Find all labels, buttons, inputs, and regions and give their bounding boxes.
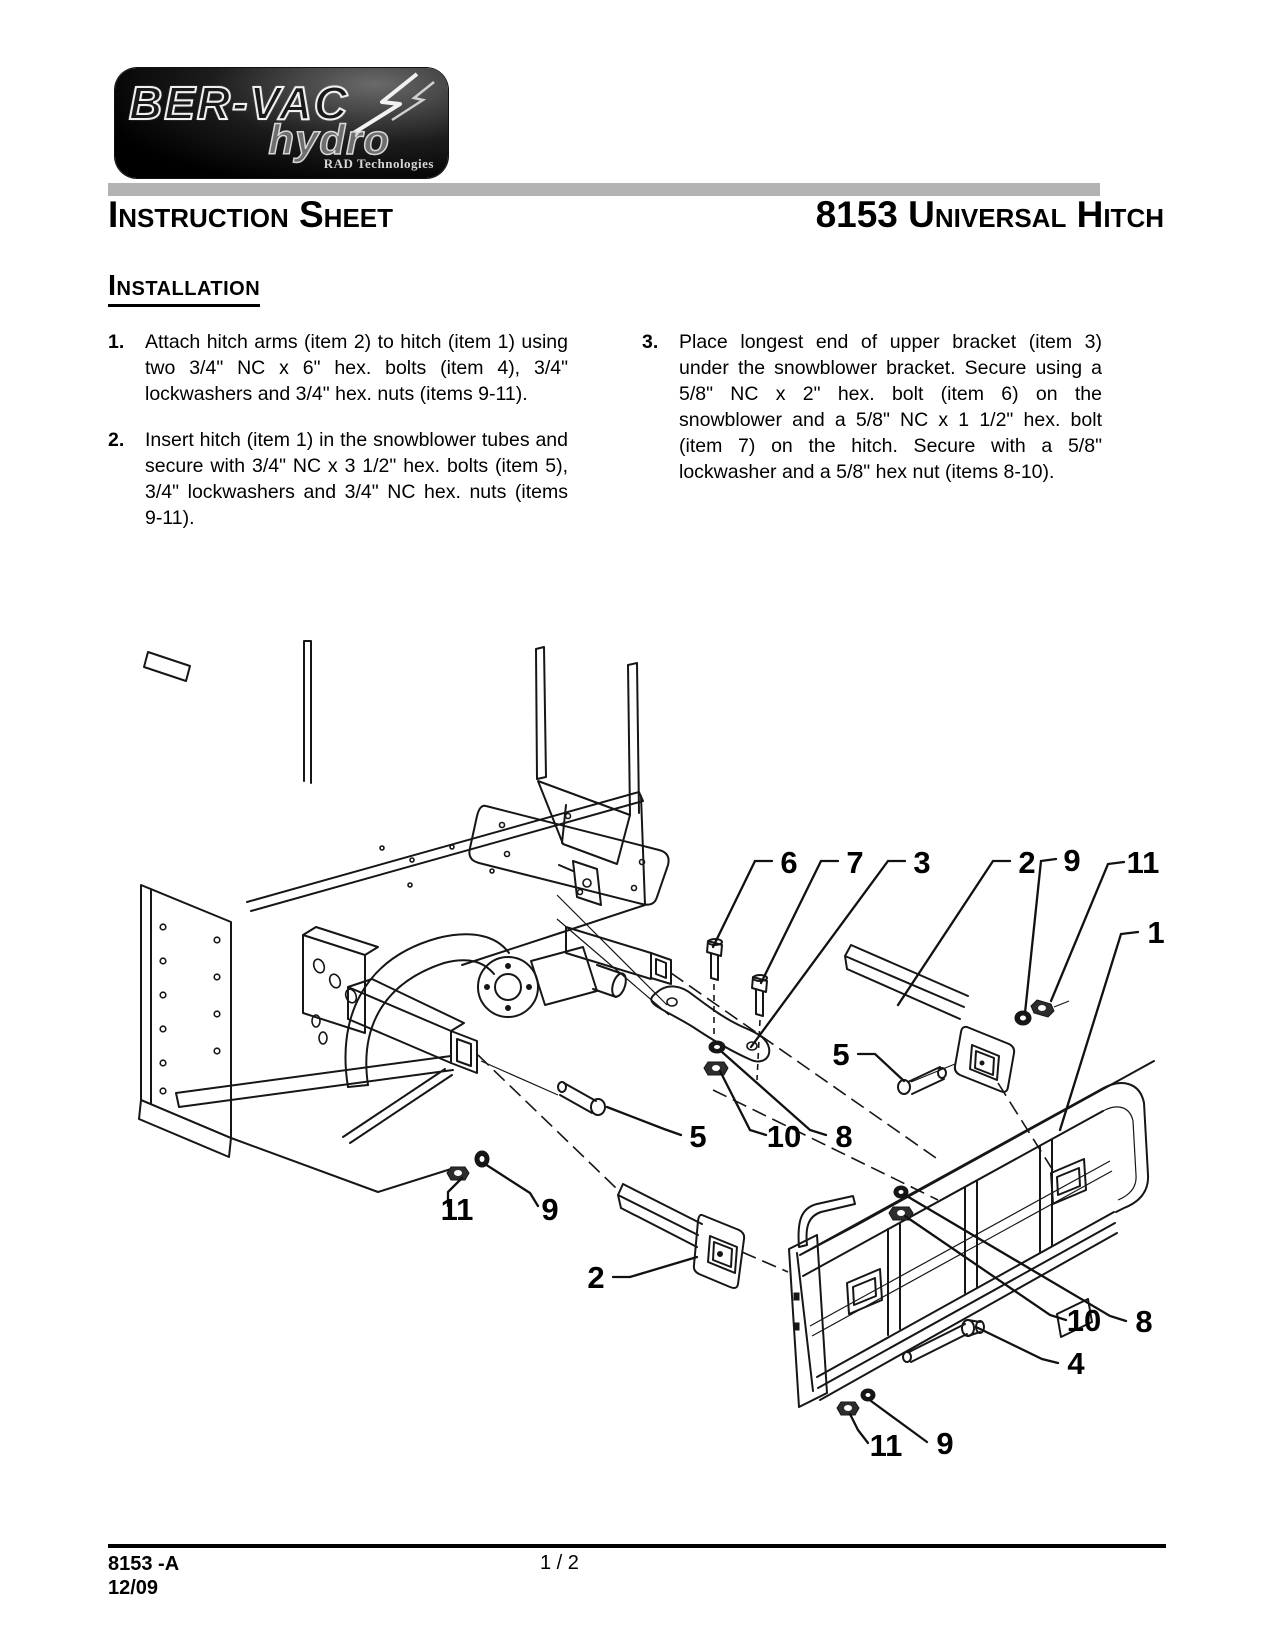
callout-label-11-11: 11 (440, 1192, 474, 1227)
footer-divider-line (108, 1544, 1166, 1548)
callout-label-8-10: 8 (835, 1119, 853, 1154)
callout-label-9-12: 9 (541, 1192, 559, 1227)
doc-date: 12/09 (108, 1577, 159, 1599)
callout-leader-10-9 (720, 1071, 766, 1135)
callout-leader-7-1 (761, 861, 838, 983)
callout-leader-11-17 (850, 1414, 868, 1443)
callout-label-10-14: 10 (1066, 1303, 1102, 1338)
steps-column-right (642, 329, 1102, 551)
callout-leader-10-14 (905, 1216, 1066, 1320)
brand-byline: RAD Technologies (323, 156, 434, 171)
installation-section (108, 270, 1166, 551)
callout-label-7-1: 7 (846, 845, 864, 880)
footer (108, 1552, 1166, 1600)
title-row (108, 194, 1164, 236)
callout-leader-5-8 (607, 1107, 681, 1135)
callout-leader-6-0 (713, 861, 772, 947)
callout-label-11-17: 11 (869, 1428, 903, 1463)
callout-label-3-2: 3 (913, 845, 931, 880)
step-1-number: 1. (108, 331, 125, 353)
callout-label-2-13: 2 (587, 1260, 605, 1295)
callout-label-9-4: 9 (1063, 843, 1081, 878)
exploded-view-diagram (110, 635, 1170, 1465)
bolt-6-drawing (707, 939, 722, 1039)
callout-label-8-15: 8 (1135, 1304, 1153, 1339)
section-heading: Installation (108, 270, 260, 307)
fasteners-drawing (447, 1000, 1054, 1415)
brand-logo (115, 68, 448, 178)
callout-label-2-3: 2 (1018, 845, 1036, 880)
step-3 (642, 329, 1102, 485)
step-2 (108, 427, 568, 531)
callout-label-6-0: 6 (780, 845, 798, 880)
doc-number: 8153 -A (108, 1553, 180, 1575)
doc-type-title: Instruction Sheet (108, 194, 394, 235)
callout-leader-11-5 (1051, 862, 1124, 1001)
step-1-text: Attach hitch arms (item 2) to hitch (item 1) using two 3/4" NC x 6" hex. bolts (item 4), 3/4" lockwashers and 3/4" hex. nuts (items 9-11). (145, 331, 568, 405)
step-3-number: 3. (642, 331, 659, 353)
callout-label-10-9: 10 (766, 1119, 802, 1154)
callout-label-4-16: 4 (1067, 1346, 1085, 1381)
callout-leader-4-16 (976, 1327, 1058, 1363)
callout-label-1-6: 1 (1147, 915, 1165, 950)
product-title: 8153 Universal Hitch (815, 194, 1164, 235)
callout-label-5-8: 5 (689, 1119, 707, 1154)
callout-leader-2-3 (898, 861, 1010, 1005)
callout-label-11-5: 11 (1126, 845, 1160, 880)
step-1 (108, 329, 568, 407)
callout-leader-5-7 (858, 1054, 904, 1081)
hitch-arm-right-drawing (845, 945, 1069, 1092)
brand-sub-name: hydro (268, 116, 390, 163)
steps-column-left (108, 329, 568, 551)
callout-label-9-18: 9 (936, 1426, 954, 1461)
brand-name: BER-VAC (129, 77, 350, 129)
page-number: 1 / 2 (540, 1552, 579, 1574)
step-2-text: Insert hitch (item 1) in the snowblower tubes and secure with 3/4" NC x 3 1/2" hex. bolts (item 5), 3/4" lockwashers and 3/4" NC hex. nuts (items 9-11). (145, 429, 568, 529)
step-2-number: 2. (108, 429, 125, 451)
callout-leader-2-13 (613, 1257, 697, 1277)
callout-leader-9-4 (1025, 859, 1056, 1013)
callout-leader-9-12 (485, 1164, 538, 1206)
step-3-text: Place longest end of upper bracket (item 3) under the snowblower bracket. Secure using a 5/8" NC x 2" hex. bolt (item 6) on the snowblower and a 5/8" NC x 1 1/2" hex. bolt (item 7) on the hitch. Secure with a 5/8" lockwasher and a 5/8" hex nut (items 8-10). (679, 331, 1102, 483)
callout-leader-1-6 (1060, 932, 1138, 1130)
callout-label-5-7: 5 (832, 1037, 850, 1072)
hitch-arm-bottom-drawing (618, 1184, 744, 1288)
